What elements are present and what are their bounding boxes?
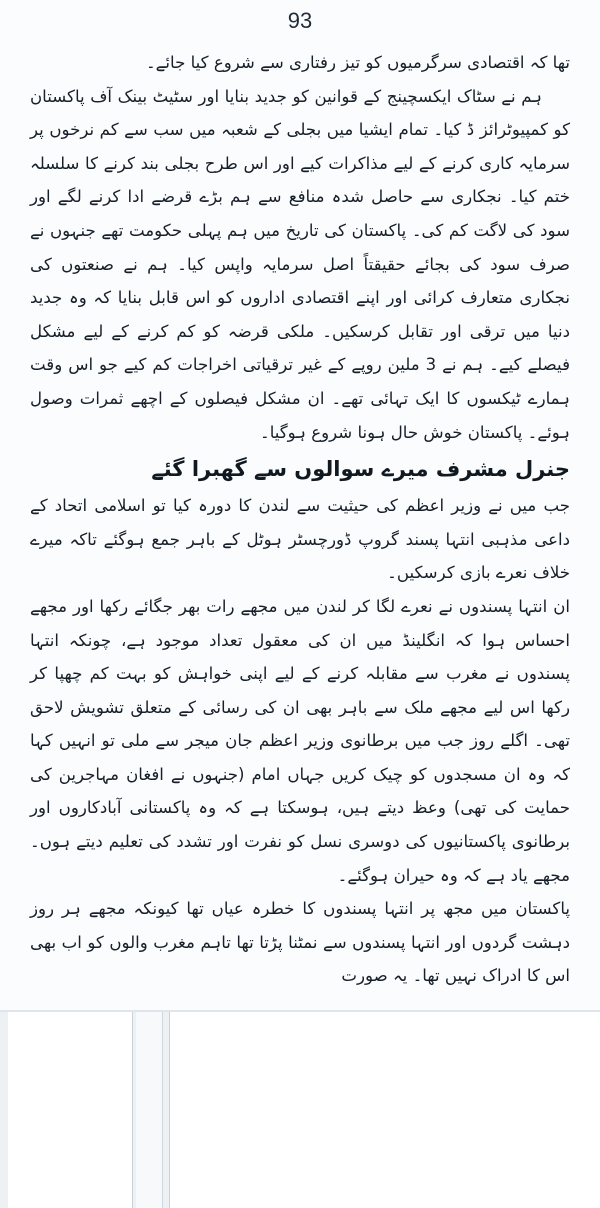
paragraph: جب میں نے وزیر اعظم کی حیثیت سے لندن کا دورہ کیا تو اسلامی اتحاد کے داعی مذہبی انتہا پسند گروپ ڈورچسٹر ہوٹل کے باہر جمع ہوگئے تاکہ میرے خلاف نعرے بازی کرسکیں۔ (30, 496, 570, 583)
underlying-sheet (136, 1012, 162, 1208)
page-body (30, 46, 570, 993)
underlying-sheet (170, 1012, 600, 1208)
page-number: 93 (287, 8, 313, 33)
section-heading: جنرل مشرف میرے سوالوں سے گھبرا گئے (151, 457, 570, 482)
paragraph: تھا کہ اقتصادی سرگرمیوں کو تیز رفتاری سے شروع کیا جائے۔ (145, 53, 570, 72)
paragraph: پاکستان میں مجھ پر انتہا پسندوں کا خطرہ عیاں تھا کیونکہ مجھے ہر روز دہشت گردوں اور انتہا پسندوں سے نمٹنا پڑتا تھا تاہم مغرب والوں کو اب بھی اس کا ادراک نہیں تھا۔ یہ صورت (30, 899, 570, 986)
paragraph: ہم نے سٹاک ایکسچینج کے قوانین کو جدید بنایا اور سٹیٹ بینک آف پاکستان کو کمپیوٹرائز ڈ کیا۔ تمام ایشیا میں بجلی کے شعبہ میں سب سے کم نرخوں پر سرمایہ کاری کرنے کے لیے مذاکرات کیے اور اس طرح بجلی بند کرنے کا سلسلہ ختم کیا۔ نجکاری سے حاصل شدہ منافع سے ہم بڑے قرضے ادا کرنے لگے اور سود کی لاگت کم کی۔ پاکستان کی تاریخ میں ہم پہلی حکومت تھے جنہوں نے صرف سود کی بجائے حقیقتاً اصل سرمایہ واپس کیا۔ ہم نے صنعتوں کی نجکاری متعارف کرائی اور اپنے اقتصادی اداروں کو اس قابل بنایا کہ وہ جدید دنیا میں ترقی اور تقابل کرسکیں۔ ملکی قرضہ کو کم کرنے کے لیے مشکل فیصلے کیے۔ ہم نے 3 ملین روپے کے غیر ترقیاتی اخراجات کم کیے جو اس وقت ہمارے ٹیکسوں کا ایک تہائی تھے۔ ان مشکل فیصلوں کے اچھے ثمرات وصول ہوئے۔ پاکستان خوش حال ہونا شروع ہوگیا۔ (30, 86, 571, 442)
underlying-pages (0, 1012, 600, 1208)
underlying-sheet (8, 1012, 132, 1208)
paragraph: ان انتہا پسندوں نے نعرے لگا کر لندن میں مجھے رات بھر جگائے رکھا اور مجھے احساس ہوا کہ انگلینڈ میں ان کی معقول تعداد موجود ہے، چونکہ انتہا پسندوں نے مغرب سے مقابلہ کرنے کے لیے اپنی خواہش کو بہت کم چھپا کر رکھا اس لیے مجھے ملک سے باہر بھی ان کی رسائی کے متعلق تشویش لاحق تھی۔ اگلے روز جب میں برطانوی وزیر اعظم جان میجر سے ملی تو انہیں کہا کہ وہ ان مسجدوں کو چیک کریں جہاں امام (جنہوں نے افغان مہاجرین کی حمایت کی تھی) وعظ دیتے ہیں، ہوسکتا ہے کہ وہ پاکستانی آبادکاروں اور برطانوی پاکستانیوں کی دوسری نسل کو نفرت اور تشدد کی تعلیم دیتے ہوں۔ مجھے یاد ہے کہ وہ حیران ہوگئے۔ (30, 596, 570, 885)
